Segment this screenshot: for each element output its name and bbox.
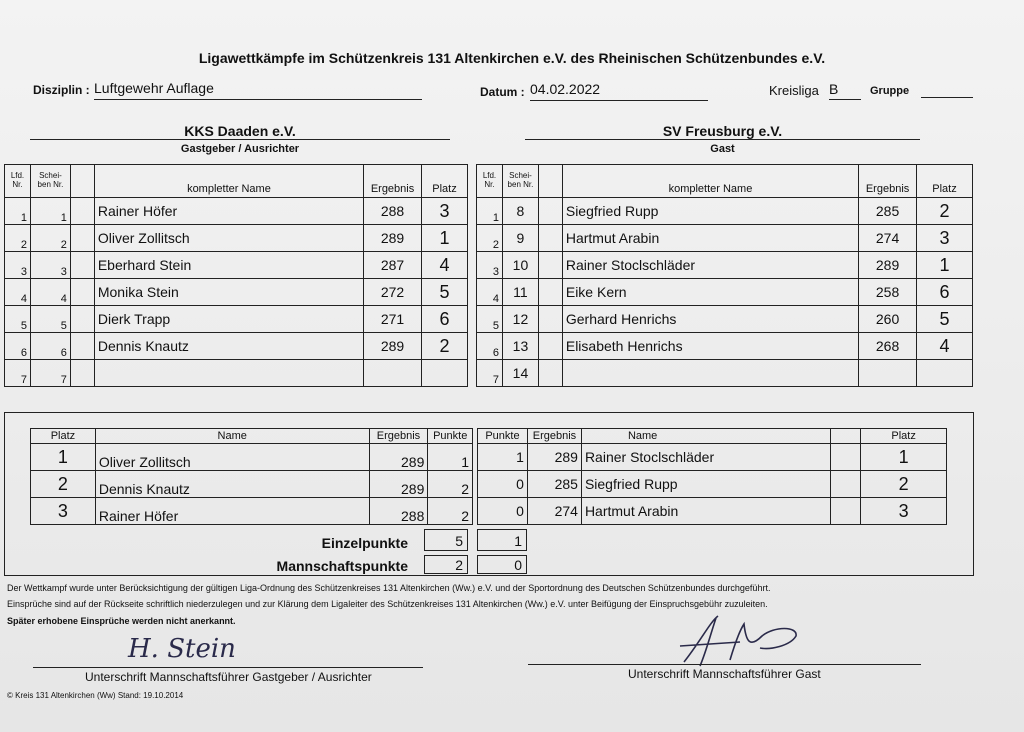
col-scheibe: Schei- ben Nr. (502, 165, 538, 198)
platz-cell: 6 (917, 279, 973, 306)
datum-value: 04.02.2022 (530, 81, 601, 97)
guest-signature-line (528, 664, 921, 665)
name-cell (94, 360, 363, 387)
lfd-cell: 1 (5, 198, 31, 225)
platz-cell: 1 (917, 252, 973, 279)
table-row (5, 225, 468, 252)
name-cell: Hartmut Arabin (581, 498, 830, 525)
col-ergebnis: Ergebnis (364, 165, 422, 198)
col-platz: Platz (861, 429, 947, 444)
lfd-cell: 4 (477, 279, 503, 306)
scheibe-cell: 10 (502, 252, 538, 279)
blank-cell (831, 444, 861, 471)
platz-cell: 3 (861, 498, 947, 525)
ergebnis-cell: 289 (364, 333, 422, 360)
ergebnis-cell: 285 (527, 471, 581, 498)
table-row (477, 306, 973, 333)
ergebnis-cell: 287 (364, 252, 422, 279)
platz-cell: 6 (422, 306, 468, 333)
ergebnis-cell (364, 360, 422, 387)
name-cell: Oliver Zollitsch (95, 444, 369, 471)
home-shooter-table (4, 164, 468, 387)
summary-guest-header (478, 429, 947, 444)
blank-cell (70, 360, 94, 387)
gruppe-label: Gruppe (870, 85, 910, 97)
ergebnis-cell: 289 (369, 444, 428, 471)
name-cell: Siegfried Rupp (562, 198, 858, 225)
ergebnis-cell: 258 (859, 279, 917, 306)
gruppe-field (921, 81, 973, 98)
lfd-cell: 2 (5, 225, 31, 252)
ergebnis-cell: 289 (527, 444, 581, 471)
col-platz: Platz (917, 165, 973, 198)
col-blank (70, 165, 94, 198)
table-row (5, 279, 468, 306)
scheibe-cell: 7 (30, 360, 70, 387)
name-cell: Dennis Knautz (95, 471, 369, 498)
lfd-cell: 6 (477, 333, 503, 360)
col-ergebnis: Ergebnis (527, 429, 581, 444)
home-signature-label: Unterschrift Mannschaftsführer Gastgeber / Ausrichter (85, 670, 372, 684)
table-row (5, 333, 468, 360)
name-cell: Eike Kern (562, 279, 858, 306)
datum-field (530, 81, 708, 101)
platz-cell (422, 360, 468, 387)
blank-cell (70, 279, 94, 306)
lfd-cell: 2 (477, 225, 503, 252)
lfd-cell: 3 (477, 252, 503, 279)
blank-cell (70, 225, 94, 252)
platz-cell: 2 (917, 198, 973, 225)
ergebnis-cell: 274 (527, 498, 581, 525)
col-punkte: Punkte (478, 429, 528, 444)
name-cell: Dennis Knautz (94, 333, 363, 360)
mannschaftspunkte-label: Mannschaftspunkte (276, 558, 408, 574)
ergebnis-cell: 289 (859, 252, 917, 279)
table-row (477, 198, 973, 225)
table-row (5, 306, 468, 333)
lfd-cell: 6 (5, 333, 31, 360)
name-cell: Eberhard Stein (94, 252, 363, 279)
platz-cell: 5 (422, 279, 468, 306)
platz-cell: 3 (31, 498, 96, 525)
guest-team-role: Gast (710, 143, 735, 155)
ergebnis-cell: 289 (364, 225, 422, 252)
table-row (31, 444, 473, 471)
datum-label: Datum : (480, 85, 525, 99)
col-ergebnis: Ergebnis (859, 165, 917, 198)
mannschaftspunkte-guest: 0 (477, 555, 527, 574)
blank-cell (538, 225, 562, 252)
home-team-line (30, 139, 450, 140)
name-cell: Siegfried Rupp (581, 471, 830, 498)
name-cell: Rainer Stoclschläder (581, 444, 830, 471)
scheibe-cell: 12 (502, 306, 538, 333)
ergebnis-cell: 289 (369, 471, 428, 498)
ergebnis-cell: 260 (859, 306, 917, 333)
scheibe-cell: 6 (30, 333, 70, 360)
name-cell: Rainer Höfer (94, 198, 363, 225)
col-name: kompletter Name (562, 165, 858, 198)
table-row (477, 252, 973, 279)
ergebnis-cell: 274 (859, 225, 917, 252)
einzelpunkte-guest: 1 (477, 529, 527, 551)
punkte-cell: 0 (478, 498, 528, 525)
punkte-cell: 1 (428, 444, 473, 471)
name-cell: Hartmut Arabin (562, 225, 858, 252)
table-row (5, 360, 468, 387)
guest-table-header (477, 165, 973, 198)
punkte-cell: 2 (428, 498, 473, 525)
platz-cell: 5 (917, 306, 973, 333)
name-cell: Gerhard Henrichs (562, 306, 858, 333)
punkte-cell: 2 (428, 471, 473, 498)
ergebnis-cell: 288 (369, 498, 428, 525)
platz-cell: 4 (917, 333, 973, 360)
table-row (5, 252, 468, 279)
kreisliga-label: Kreisliga (769, 83, 819, 98)
table-row (478, 471, 947, 498)
lfd-cell: 3 (5, 252, 31, 279)
col-blank (831, 429, 861, 444)
scheibe-cell: 13 (502, 333, 538, 360)
scheibe-cell: 5 (30, 306, 70, 333)
summary-guest-table (477, 428, 947, 525)
blank-cell (538, 198, 562, 225)
copyright: © Kreis 131 Altenkirchen (Ww) Stand: 19.10.2014 (7, 691, 184, 700)
blank-cell (70, 252, 94, 279)
col-blank (538, 165, 562, 198)
blank-cell (538, 360, 562, 387)
col-name: Name (95, 429, 369, 444)
ergebnis-cell: 288 (364, 198, 422, 225)
col-name: Name (581, 429, 830, 444)
platz-cell: 1 (861, 444, 947, 471)
lfd-cell: 7 (477, 360, 503, 387)
name-cell: Rainer Höfer (95, 498, 369, 525)
platz-cell: 1 (31, 444, 96, 471)
ergebnis-cell: 285 (859, 198, 917, 225)
scheibe-cell: 3 (30, 252, 70, 279)
guest-signature (670, 612, 830, 670)
table-row (31, 498, 473, 525)
table-row (477, 360, 973, 387)
ergebnis-cell (859, 360, 917, 387)
name-cell: Oliver Zollitsch (94, 225, 363, 252)
table-row (31, 471, 473, 498)
scheibe-cell: 2 (30, 225, 70, 252)
blank-cell (70, 306, 94, 333)
blank-cell (70, 333, 94, 360)
name-cell (562, 360, 858, 387)
summary-home-header (31, 429, 473, 444)
scheibe-cell: 8 (502, 198, 538, 225)
platz-cell: 1 (422, 225, 468, 252)
table-row (477, 279, 973, 306)
table-row (5, 198, 468, 225)
scheibe-cell: 11 (502, 279, 538, 306)
blank-cell (831, 498, 861, 525)
name-cell: Dierk Trapp (94, 306, 363, 333)
einzelpunkte-label: Einzelpunkte (321, 535, 408, 551)
blank-cell (538, 252, 562, 279)
home-signature-line (33, 667, 423, 668)
platz-cell: 2 (31, 471, 96, 498)
disziplin-label: Disziplin : (33, 83, 90, 97)
scheibe-cell: 1 (30, 198, 70, 225)
col-name: kompletter Name (94, 165, 363, 198)
document-title: Ligawettkämpfe im Schützenkreis 131 Altenkirchen e.V. des Rheinischen Schützenbundes e.V. (198, 50, 826, 66)
name-cell: Rainer Stoclschläder (562, 252, 858, 279)
home-signature: H. Stein (128, 634, 236, 664)
punkte-cell: 0 (478, 471, 528, 498)
guest-team-line (525, 139, 920, 140)
blank-cell (538, 306, 562, 333)
table-row (478, 444, 947, 471)
punkte-cell: 1 (478, 444, 528, 471)
home-team-name: KKS Daaden e.V. (184, 123, 296, 139)
table-row (478, 498, 947, 525)
einzelpunkte-home: 5 (424, 529, 468, 551)
col-lfd: Lfd. Nr. (5, 165, 31, 198)
col-punkte: Punkte (428, 429, 473, 444)
table-row (477, 333, 973, 360)
col-platz: Platz (422, 165, 468, 198)
name-cell: Monika Stein (94, 279, 363, 306)
lfd-cell: 4 (5, 279, 31, 306)
disziplin-field (94, 80, 422, 100)
footer-line-1: Der Wettkampf wurde unter Berücksichtigung der gültigen Liga-Ordnung des Schützenkreises 131 Altenkirchen (Ww.) e.V. und der Sportordnung des Deutschen Schützenbundes durchgeführt. (7, 583, 771, 593)
table-row (477, 225, 973, 252)
ergebnis-cell: 272 (364, 279, 422, 306)
lfd-cell: 7 (5, 360, 31, 387)
scheibe-cell: 4 (30, 279, 70, 306)
platz-cell: 2 (422, 333, 468, 360)
platz-cell (917, 360, 973, 387)
platz-cell: 3 (917, 225, 973, 252)
guest-signature-label: Unterschrift Mannschaftsführer Gast (628, 667, 821, 681)
scheibe-cell: 14 (502, 360, 538, 387)
platz-cell: 3 (422, 198, 468, 225)
kreisliga-field (829, 81, 861, 100)
name-cell: Elisabeth Henrichs (562, 333, 858, 360)
kreisliga-value: B (829, 81, 839, 97)
scheibe-cell: 9 (502, 225, 538, 252)
lfd-cell: 5 (5, 306, 31, 333)
footer-line-3: Später erhobene Einsprüche werden nicht anerkannt. (7, 616, 236, 626)
col-lfd: Lfd. Nr. (477, 165, 503, 198)
mannschaftspunkte-home: 2 (424, 555, 468, 574)
home-table-header (5, 165, 468, 198)
blank-cell (831, 471, 861, 498)
home-team-role: Gastgeber / Ausrichter (180, 143, 300, 155)
ergebnis-cell: 271 (364, 306, 422, 333)
guest-team-name: SV Freusburg e.V. (662, 123, 783, 139)
footer-line-2: Einsprüche sind auf der Rückseite schriftlich niederzulegen und zur Klärung dem Ligaleiter des Schützenkreises 131 Altenkirchen (Ww.) e.V. unter Beifügung der Einspruchsgebühr zuzuleiten. (7, 599, 768, 609)
col-platz: Platz (31, 429, 96, 444)
ergebnis-cell: 268 (859, 333, 917, 360)
guest-shooter-table (476, 164, 973, 387)
blank-cell (70, 198, 94, 225)
disziplin-value: Luftgewehr Auflage (94, 80, 214, 96)
col-scheibe: Schei- ben Nr. (30, 165, 70, 198)
blank-cell (538, 279, 562, 306)
platz-cell: 2 (861, 471, 947, 498)
blank-cell (538, 333, 562, 360)
summary-home-table (30, 428, 473, 525)
lfd-cell: 1 (477, 198, 503, 225)
col-ergebnis: Ergebnis (369, 429, 428, 444)
platz-cell: 4 (422, 252, 468, 279)
lfd-cell: 5 (477, 306, 503, 333)
